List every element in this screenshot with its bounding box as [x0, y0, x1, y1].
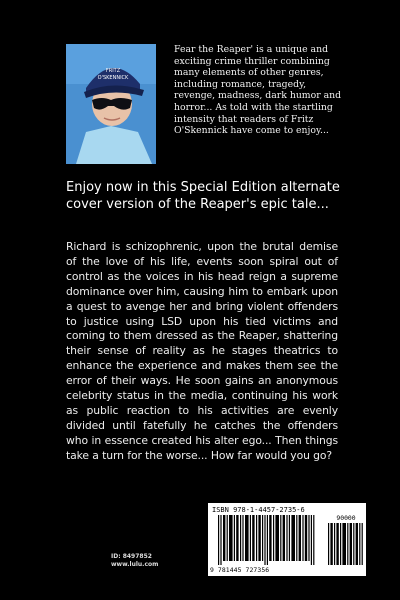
barcode-digits: 9 781445 727356	[210, 566, 270, 574]
author-photo-illustration	[66, 44, 156, 164]
isbn-barcode	[208, 503, 366, 576]
publisher-info	[111, 553, 191, 568]
author-photo	[66, 44, 156, 164]
cap-text-line2: O'SKENNICK	[97, 75, 129, 81]
cap-text-line1: FRITZ	[105, 68, 121, 74]
author-blurb: Fear the Reaper' is a unique and exciting crime thriller combining many elements of other genres, including romance, tragedy, revenge, madness, dark humor and horror... As told with the startling intensity that readers of Fritz O'Skennick have come to enjoy...	[174, 44, 342, 137]
lulu-id: ID: 8497852	[111, 553, 152, 560]
isbn-label: ISBN 978-1-4457-2735-6	[212, 506, 305, 514]
barcode-addon-number: 90000	[336, 514, 356, 522]
lulu-url: www.lulu.com	[111, 560, 159, 568]
book-synopsis: Richard is schizophrenic, upon the brutal demise of the love of his life, events soon spiral out of control as the voices in his head reign a supreme dominance over him, causing him to embark upon a quest to avenge her and bring violent offenders to justice using LSD upon his tied victims and coming to them dressed as the Reaper, shattering their sense of reality as he stages theatrics to enhance the experience and makes them see the error of their ways. He soon gains an anonymous celebrity status in the media, continuing his work as public reaction to his activities are evenly divided until fatefully he catches the offenders who in essence created his alter ego... Then things take a turn for the worse... How far would you go?	[66, 240, 338, 462]
special-edition-tagline: Enjoy now in this Special Edition alternate cover version of the Reaper's epic tale...	[66, 180, 340, 212]
